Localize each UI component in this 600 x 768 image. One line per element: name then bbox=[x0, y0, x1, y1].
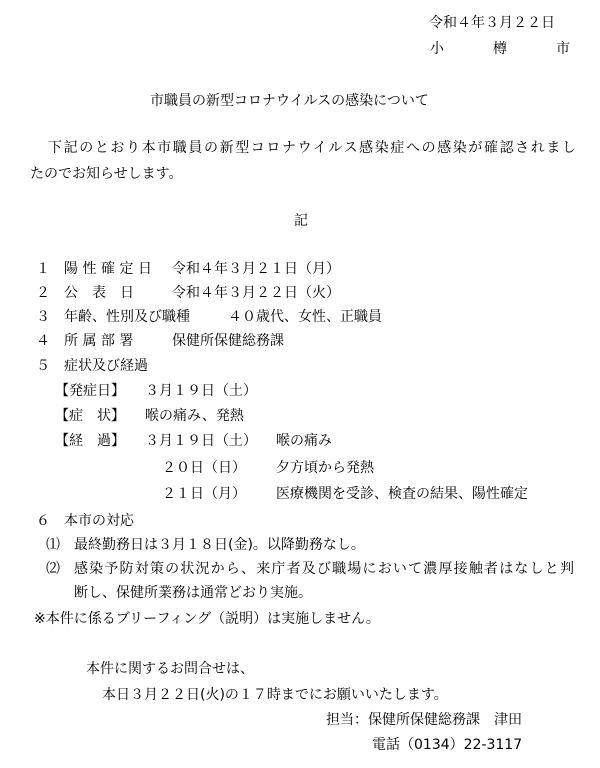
page-title: 市職員の新型コロナウイルスの感染について bbox=[150, 93, 429, 109]
sub-item-2-line-1: 感染予防対策の状況から、来庁者及び職場において濃厚接触者はなしと判 bbox=[74, 561, 574, 577]
course-date-3: ２１日（月） bbox=[162, 486, 246, 502]
contact-person: 担当：保健所保健総務課 津田 bbox=[326, 712, 522, 728]
response-heading: 本市の対応 bbox=[64, 513, 134, 529]
course-text-1: 喉の痛み bbox=[276, 433, 332, 449]
contact-phone: 電話（0134）22-3117 bbox=[372, 737, 523, 753]
item-label: 症状及び経過 bbox=[64, 358, 148, 374]
item-value: 令和４年３月２１日（月） bbox=[172, 261, 340, 277]
contact-deadline: 本日３月２２日(火)の１７時までにお願いいたします。 bbox=[102, 687, 448, 703]
briefing-note: ※本件に係るブリーフィング（説明）は実施しません。 bbox=[34, 611, 380, 627]
course-text-3: 医療機関を受診、検査の結果、陽性確定 bbox=[276, 486, 528, 502]
item-label: 年齢、性別及び職種 bbox=[64, 309, 190, 325]
item-number: ２ bbox=[36, 285, 50, 301]
item-label: 公 表 日 bbox=[64, 285, 134, 301]
sub-item-2-number: ⑵ bbox=[46, 561, 60, 577]
item-number: ３ bbox=[36, 309, 50, 325]
issue-date: 令和４年３月２２日 bbox=[429, 15, 555, 31]
contact-intro: 本件に関するお問合せは、 bbox=[86, 661, 254, 677]
intro-line-1: 下記のとおり本市職員の新型コロナウイルス感染症への感染が確認されまし bbox=[48, 140, 576, 156]
item-number: ５ bbox=[36, 358, 50, 374]
item-value: 令和４年３月２２日（火） bbox=[172, 285, 340, 301]
symptom-label: 【症 状】 bbox=[55, 408, 125, 424]
item-label: 陽性確定日 bbox=[64, 261, 152, 277]
sub-item-1: 最終勤務日は３月１８日(金)。以降勤務なし。 bbox=[74, 537, 365, 553]
issuer-name: 小 樽 市 bbox=[430, 41, 570, 57]
course-text-2: 夕方頃から発熱 bbox=[276, 460, 374, 476]
symptom-value: 喉の痛み、発熱 bbox=[145, 408, 244, 424]
onset-label: 【発症日】 bbox=[55, 383, 125, 399]
course-label: 【経 過】 bbox=[55, 433, 125, 449]
course-date-1: ３月１９日（土） bbox=[145, 433, 257, 449]
course-date-2: ２０日（日） bbox=[162, 460, 246, 476]
sub-item-1-number: ⑴ bbox=[46, 537, 60, 553]
item-value: ４０歳代、女性、正職員 bbox=[228, 309, 382, 325]
item-value: 保健所保健総務課 bbox=[172, 333, 284, 349]
response-number: ６ bbox=[36, 513, 50, 529]
intro-line-2: たのでお知らせします。 bbox=[30, 166, 183, 182]
sub-item-2-line-2: 断し、保健所業務は通常どおり実施。 bbox=[74, 585, 312, 601]
item-number: １ bbox=[36, 261, 50, 277]
onset-value: ３月１９日（土） bbox=[145, 383, 257, 399]
item-number: ４ bbox=[36, 333, 50, 349]
ki-heading: 記 bbox=[294, 213, 308, 229]
item-label: 所 属 部 署 bbox=[64, 333, 134, 349]
